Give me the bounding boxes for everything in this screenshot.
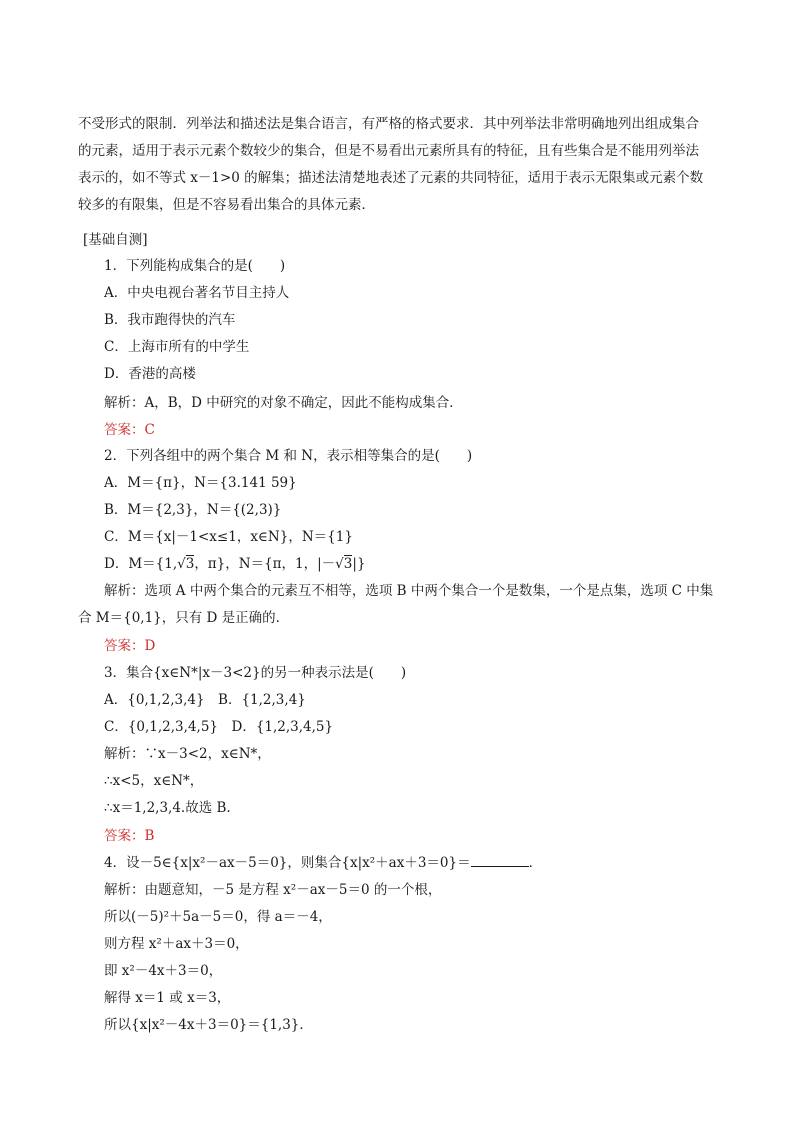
q2-option-d <box>104 554 366 574</box>
intro-line-4: 较多的有限集，但是不容易看出集合的具体元素． <box>78 197 375 213</box>
q4-stem-text: 4．设－5∈{x|x²－ax－5＝0}，则集合{x|x²＋ax＋3＝0}＝ <box>104 855 471 871</box>
q1-option-d: D．香港的高楼 <box>104 366 196 382</box>
radicand: 3 <box>185 556 195 572</box>
q2-option-d-part2: ，π}，N＝{π，1，|－√ <box>194 556 344 572</box>
q4-analysis-line-1: 解析：由题意知，－5 是方程 x²－ax－5＝0 的一个根， <box>104 882 442 898</box>
q2-analysis-line-1: 解析：选项 A 中两个集合的元素互不相等，选项 B 中两个集合一个是数集，一个是点集，选项 C 中集 <box>104 583 714 599</box>
q3-answer: 答案：B <box>104 828 155 844</box>
q1-option-a: A．中央电视台著名节目主持人 <box>104 285 290 301</box>
q3-options-ab: A．{0,1,2,3,4} B．{1,2,3,4} <box>104 692 306 708</box>
q4-stem-end: ． <box>528 855 543 871</box>
q2-stem: 2．下列各组中的两个集合 M 和 N，表示相等集合的是( ) <box>104 448 473 464</box>
q3-stem: 3．集合{x∈N*|x－3<2}的另一种表示法是( ) <box>104 665 407 681</box>
q1-analysis: 解析：A，B，D 中研究的对象不确定，因此不能构成集合． <box>104 395 463 411</box>
intro-line-1: 不受形式的限制．列举法和描述法是集合语言，有严格的格式要求．其中列举法非常明确地列出组成集合 <box>78 116 699 132</box>
q2-answer: 答案：D <box>104 638 156 654</box>
answer-blank <box>471 854 529 867</box>
q2-analysis-line-2: 合 M＝{0,1}，只有 D 是正确的． <box>78 610 290 626</box>
q4-analysis-line-2: 所以(－5)²＋5a－5＝0，得 a＝－4， <box>104 909 332 925</box>
q4-analysis-line-3: 则方程 x²＋ax＋3＝0， <box>104 936 249 952</box>
q3-analysis-line-2: ∴x<5，x∈N*， <box>104 773 204 789</box>
q1-stem: 1．下列能构成集合的是( ) <box>104 258 286 274</box>
q4-stem <box>104 853 542 873</box>
q2-option-d-part3: |} <box>352 556 366 572</box>
q3-analysis-line-3: ∴x＝1,2,3,4.故选 B. <box>104 800 231 816</box>
q2-option-b: B．M＝{2,3}，N＝{(2,3)} <box>104 502 282 518</box>
intro-line-3: 表示的，如不等式 x－1>0 的解集；描述法清楚地表述了元素的共同特征，适用于表示无限集或元素个数 <box>78 170 704 186</box>
intro-line-2: 的元素，适用于表示元素个数较少的集合，但是不易看出元素所具有的特征，且有些集合是不能用列举法 <box>78 143 699 159</box>
radicand: 3 <box>343 556 353 572</box>
section-title: [基础自测] <box>83 232 148 248</box>
q2-option-d-part1: D．M＝{1,√ <box>104 556 186 572</box>
q4-analysis-line-4: 即 x²－4x＋3＝0， <box>104 963 223 979</box>
q1-option-c: C．上海市所有的中学生 <box>104 339 250 355</box>
q4-analysis-line-5: 解得 x＝1 或 x＝3， <box>104 990 231 1006</box>
q1-option-b: B．我市跑得快的汽车 <box>104 312 236 328</box>
q3-options-cd: C．{0,1,2,3,4,5} D．{1,2,3,4,5} <box>104 719 334 735</box>
q4-analysis-line-6: 所以{x|x²－4x＋3＝0}＝{1,3}． <box>104 1017 313 1033</box>
q2-option-c: C．M＝{x|－1<x≤1，x∈N}，N＝{1} <box>104 529 353 545</box>
q3-analysis-line-1: 解析：∵x－3<2，x∈N*， <box>104 746 271 762</box>
q2-option-a: A．M＝{π}，N＝{3.141 59} <box>104 475 297 491</box>
q1-answer: 答案：C <box>104 422 155 438</box>
